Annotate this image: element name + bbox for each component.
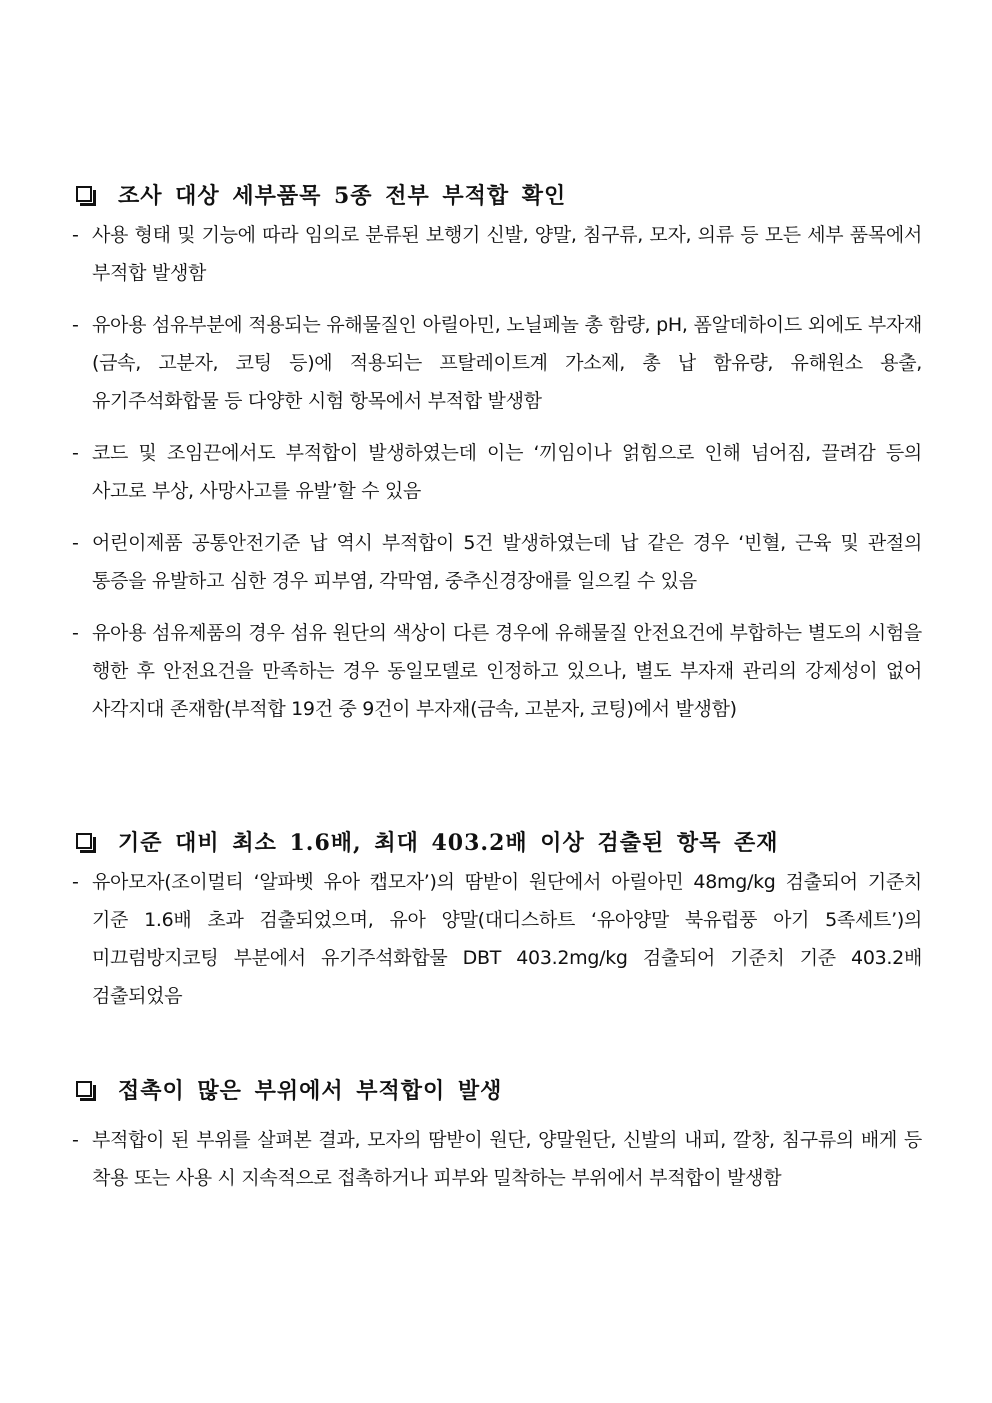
section-title: 기준 대비 최소 1.6배, 최대 403.2배 이상 검출된 항목 존재 [118,829,779,856]
section-title: 조사 대상 세부품목 5종 전부 부적합 확인 [118,182,567,209]
list-item-text: 유아용 섬유부분에 적용되는 유해물질인 아릴아민, 노닐페놀 총 함량, pH, 폼알데하이드 외에도 부자재(금속, 고분자, 코팅 등)에 적용되는 프탈레이트계 가소제, 총 납 함유량, 유해원소 용출, 유기주석화합물 등 다양한 시험 항목에서 부적합 발생함 [92,314,922,412]
section-title: 접촉이 많은 부위에서 부적합이 발생 [118,1077,503,1104]
square-bullet-icon [76,833,92,849]
list-item [70,863,922,1015]
list-item [70,1121,922,1197]
list-item-text: 어린이제품 공통안전기준 납 역시 부적합이 5건 발생하였는데 납 같은 경우 ‘빈혈, 근육 및 관절의 통증을 유발하고 심한 경우 피부염, 각막염, 중추신경장애를 일으킬 수 있음 [92,532,922,592]
square-bullet-icon [76,186,92,202]
dash-marker: - [72,1129,79,1151]
section-heading [70,1071,922,1107]
section-heading [70,176,922,212]
section-detection-range [70,823,922,1029]
list-item-text: 코드 및 조임끈에서도 부적합이 발생하였는데 이는 ‘끼임이나 얽힘으로 인해 넘어짐, 끌려감 등의 사고로 부상, 사망사고를 유발’할 수 있음 [92,442,922,502]
dash-marker: - [72,871,79,893]
square-bullet-icon [76,1081,92,1097]
section-all-items-nonconforming [70,176,922,742]
list-item [70,306,922,420]
section-contact-areas [70,1071,922,1211]
list-item-text: 유아모자(조이멀티 ‘알파벳 유아 캡모자’)의 땀받이 원단에서 아릴아민 48mg/kg 검출되어 기준치 기준 1.6배 초과 검출되었으며, 유아 양말(대디스하트 ‘유아양말 북유럽풍 아기 5족세트’)의 미끄럼방지코팅 부분에서 유기주석화합물 DBT 403.2mg/kg 검출되어 기준치 기준 403.2배 검출되었음 [92,871,922,1007]
list-item-text: 부적합이 된 부위를 살펴본 결과, 모자의 땀받이 원단, 양말원단, 신발의 내피, 깔창, 침구류의 배게 등 착용 또는 사용 시 지속적으로 접촉하거나 피부와 밀착하는 부위에서 부적합이 발생함 [92,1129,922,1189]
list-item [70,216,922,292]
dash-marker: - [72,442,79,464]
dash-marker: - [72,224,79,246]
dash-marker: - [72,622,79,644]
list-item-text: 사용 형태 및 기능에 따라 임의로 분류된 보행기 신발, 양말, 침구류, 모자, 의류 등 모든 세부 품목에서 부적합 발생함 [92,224,922,284]
dash-marker: - [72,314,79,336]
list-item [70,434,922,510]
section-heading [70,823,922,859]
list-item [70,524,922,600]
list-item-text: 유아용 섬유제품의 경우 섬유 원단의 색상이 다른 경우에 유해물질 안전요건에 부합하는 별도의 시험을 행한 후 안전요건을 만족하는 경우 동일모델로 인정하고 있으나, 별도 부자재 관리의 강제성이 없어 사각지대 존재함(부적합 19건 중 9건이 부자재(금속, 고분자, 코팅)에서 발생함) [92,622,922,720]
list-item [70,614,922,728]
dash-marker: - [72,532,79,554]
